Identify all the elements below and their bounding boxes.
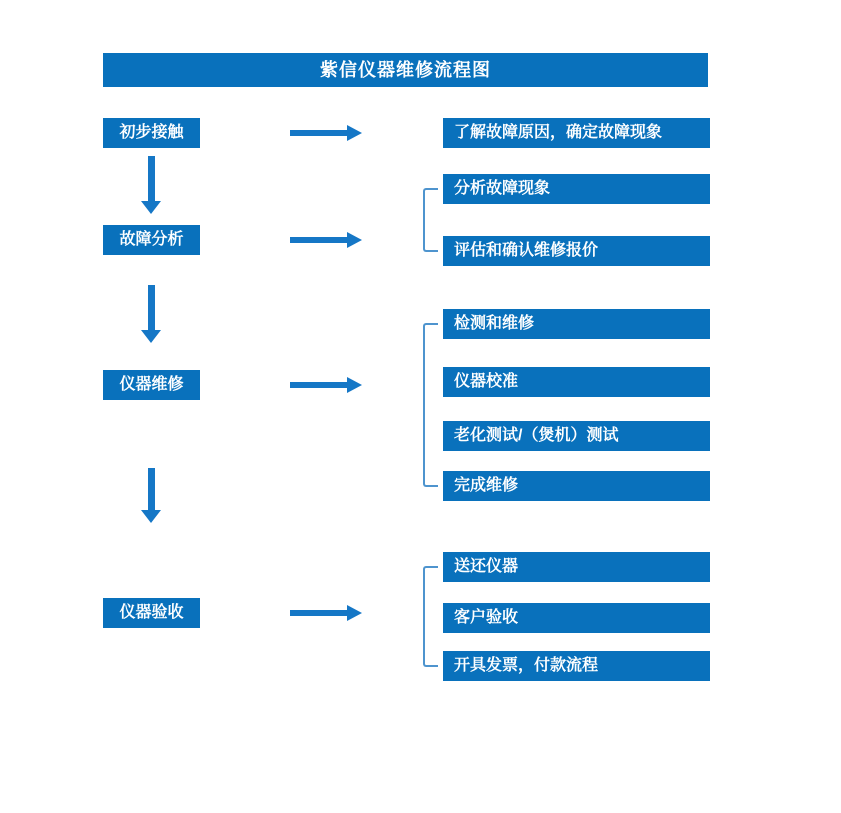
bracket-connector bbox=[423, 323, 438, 487]
stage-instrument-acceptance: 仪器验收 bbox=[103, 598, 200, 628]
step-confirm-repair-quote: 评估和确认维修报价 bbox=[443, 236, 710, 266]
stage-instrument-repair: 仪器维修 bbox=[103, 370, 200, 400]
stage-fault-analysis: 故障分析 bbox=[103, 225, 200, 255]
stage-initial-contact: 初步接触 bbox=[103, 118, 200, 148]
bracket-connector bbox=[423, 188, 438, 252]
step-customer-acceptance: 客户验收 bbox=[443, 603, 710, 633]
bracket-connector bbox=[423, 566, 438, 667]
step-analyze-fault: 分析故障现象 bbox=[443, 174, 710, 204]
step-aging-burn-in-test: 老化测试/（煲机）测试 bbox=[443, 421, 710, 451]
step-invoice-payment: 开具发票，付款流程 bbox=[443, 651, 710, 681]
step-return-instrument: 送还仪器 bbox=[443, 552, 710, 582]
step-test-and-repair: 检测和维修 bbox=[443, 309, 710, 339]
step-understand-fault-cause: 了解故障原因，确定故障现象 bbox=[443, 118, 710, 148]
flowchart-title: 紫信仪器维修流程图 bbox=[103, 53, 708, 87]
step-instrument-calibration: 仪器校准 bbox=[443, 367, 710, 397]
step-complete-repair: 完成维修 bbox=[443, 471, 710, 501]
